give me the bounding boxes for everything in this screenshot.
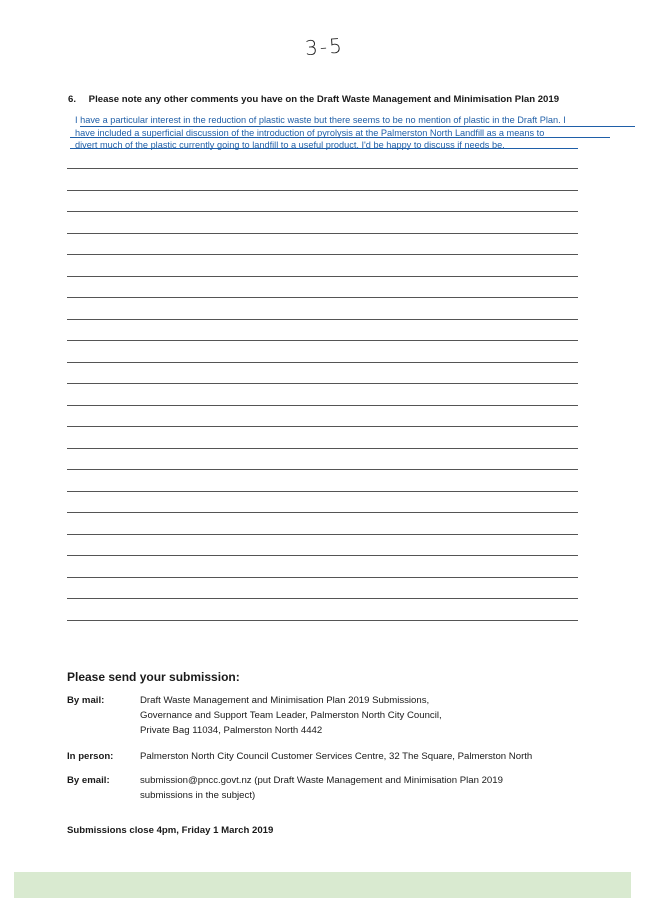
writing-line[interactable] [67,448,578,449]
writing-line[interactable] [67,340,578,341]
writing-line[interactable] [67,491,578,492]
writing-line[interactable] [67,534,578,535]
in-person-label: In person: [67,751,114,762]
by-email-label: By email: [67,775,110,786]
email-line: submission@pncc.govt.nz (put Draft Waste Management and Minimisation Plan 2019 [140,775,503,786]
address-line: Private Bag 11034, Palmerston North 4442 [140,725,323,736]
by-email-row [67,773,627,805]
answer-text-field[interactable] [75,114,635,152]
closing-date-note: Submissions close 4pm, Friday 1 March 2019 [67,825,274,836]
address-line: Governance and Support Team Leader, Palmerston North City Council, [140,710,442,721]
writing-line[interactable] [67,254,578,255]
in-person-address [140,749,620,764]
writing-line[interactable] [67,190,578,191]
handwritten-page-number: 3-5 [304,33,345,61]
in-person-row [67,749,627,765]
answer-line: have included a superficial discussion of the introduction of pyrolysis at the Palmerston North Landfill as a means to [75,127,545,138]
writing-line[interactable] [67,362,578,363]
writing-line[interactable] [67,319,578,320]
question-number: 6. [68,94,77,105]
writing-line[interactable] [67,469,578,470]
writing-line[interactable] [67,297,578,298]
writing-line[interactable] [67,405,578,406]
writing-line[interactable] [67,211,578,212]
writing-line[interactable] [67,620,578,621]
writing-line[interactable] [67,276,578,277]
by-mail-address [140,693,560,738]
writing-line[interactable] [67,168,578,169]
email-line: submissions in the subject) [140,790,256,801]
question-text: Please note any other comments you have on the Draft Waste Management and Minimisation Plan 2019 [88,94,560,105]
by-mail-row [67,693,627,741]
writing-line[interactable] [67,426,578,427]
writing-line[interactable] [67,233,578,234]
footer-band [14,872,631,898]
answer-line: divert much of the plastic currently going to landfill to a useful product. I'd be happy to discuss if needs be. [75,140,505,150]
writing-line[interactable] [67,383,578,384]
answer-underline [70,137,610,138]
writing-line[interactable] [67,512,578,513]
answer-underline [70,148,578,149]
answer-line: I have a particular interest in the reduction of plastic waste but there seems to be no mention of plastic in the Draft Plan. I [75,115,566,125]
address-line: Palmerston North City Council Customer Services Centre, 32 The Square, Palmerston North [140,751,533,762]
address-line: Draft Waste Management and Minimisation Plan 2019 Submissions, [140,695,430,706]
writing-line[interactable] [67,598,578,599]
by-mail-label: By mail: [67,695,105,706]
writing-line[interactable] [67,555,578,556]
submission-heading: Please send your submission: [67,670,240,684]
writing-line[interactable] [67,577,578,578]
by-email-details [140,773,600,803]
question-6 [68,94,628,105]
answer-underline [80,126,635,127]
